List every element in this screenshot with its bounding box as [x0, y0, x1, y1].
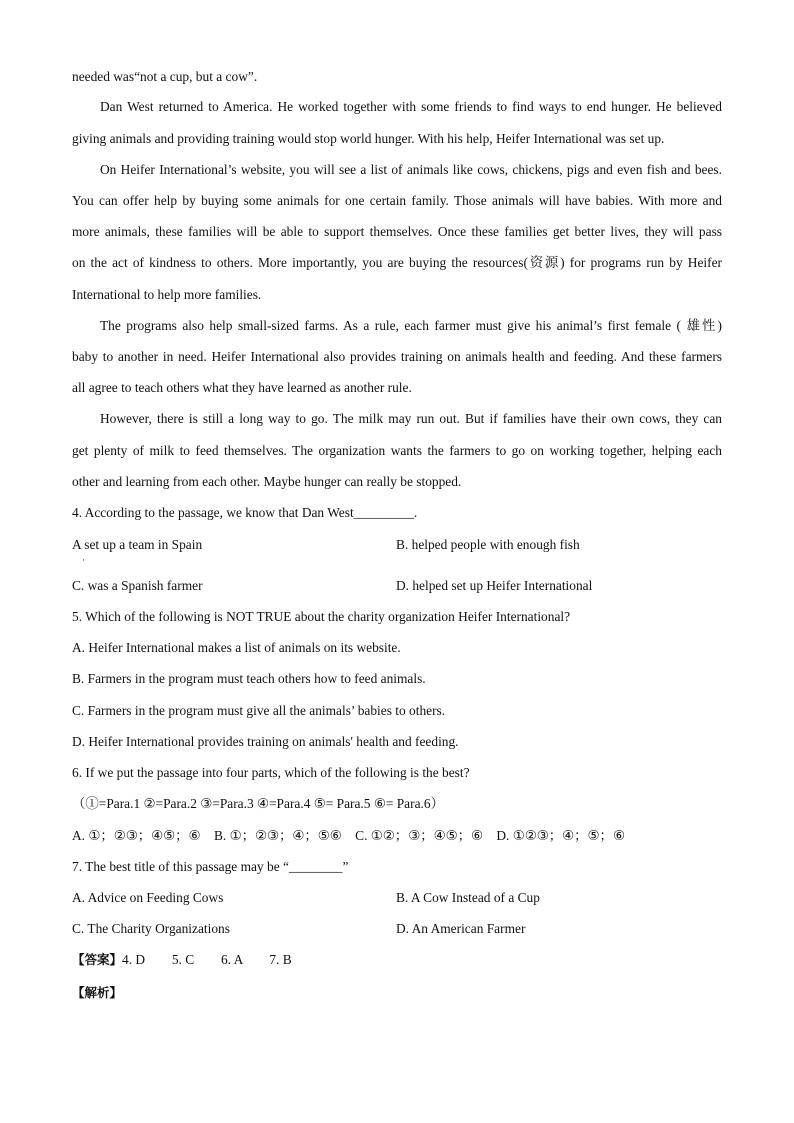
passage-line: get plenty of milk to feed themselves. The organization wants the farmers to go on working together, helping each [72, 443, 722, 458]
answer-line [72, 951, 292, 969]
passage-line: International to help more families. [72, 287, 262, 302]
question-4-option-d: D. helped set up Heifer International [396, 578, 593, 593]
question-4-option-c: C. was a Spanish farmer [72, 578, 203, 593]
question-5-option-c: C. Farmers in the program must give all the animals’ babies to others. [72, 703, 446, 718]
passage-line: needed was“not a cup, but a cow”. [72, 69, 258, 84]
question-5-option-a: A. Heifer International makes a list of animals on its website. [72, 640, 401, 655]
answer-text: 4. D 5. C 6. A 7. B [122, 952, 292, 967]
question-6-options: A. ①；②③；④⑤；⑥ B. ①；②③；④；⑤⑥ C. ①②；③；④⑤；⑥ D. ①②③；④；⑤；⑥ [72, 828, 625, 843]
question-7-option-c: C. The Charity Organizations [72, 921, 230, 936]
question-7-stem: 7. The best title of this passage may be “________” [72, 859, 349, 874]
passage-line: other and learning from each other. Maybe hunger can really be stopped. [72, 474, 462, 489]
analysis-label: 【解析】 [72, 985, 123, 1000]
question-5-option-b: B. Farmers in the program must teach others how to feed animals. [72, 671, 426, 686]
passage-line: The programs also help small-sized farms. As a rule, each farmer must give his animal’s first female ( 雄性) [100, 318, 722, 333]
question-7-option-a: A. Advice on Feeding Cows [72, 890, 224, 905]
passage-line: You can offer help by buying some animals for one certain family. Those animals will have babies. With more and [72, 193, 722, 208]
passage-line: baby to another in need. Heifer International also provides training on animals health and feeding. And these farmers [72, 349, 722, 364]
analysis-line [72, 984, 122, 1002]
question-7-option-b: B. A Cow Instead of a Cup [396, 890, 540, 905]
question-5-stem: 5. Which of the following is NOT TRUE about the charity organization Heifer International? [72, 609, 571, 624]
passage-line: On Heifer International’s website, you will see a list of animals like cows, chickens, pigs and even fish and bees. [100, 162, 722, 177]
question-4-option-a: A set up a team in Spain [72, 537, 203, 552]
passage-line: all agree to teach others what they have learned as another rule. [72, 380, 412, 395]
passage-line: on the act of kindness to others. More importantly, you are buying the resources(资源) for programs run by Heifer [72, 255, 722, 270]
question-4-stem: 4. According to the passage, we know that Dan West_________. [72, 505, 418, 520]
question-6-stem: 6. If we put the passage into four parts, which of the following is the best? [72, 765, 470, 780]
passage-line: more animals, these families will be able to support themselves. Once these families get better lives, they will pass [72, 224, 722, 239]
passage-line: However, there is still a long way to go. The milk may run out. But if families have their own cows, they can [100, 411, 722, 426]
passage-line: giving animals and providing training would stop world hunger. With his help, Heifer International was set up. [72, 131, 665, 146]
question-6-note: （①=Para.1 ②=Para.2 ③=Para.3 ④=Para.4 ⑤= Para.5 ⑥= Para.6） [72, 796, 444, 811]
passage-line: Dan West returned to America. He worked together with some friends to find ways to end hunger. He believed [100, 99, 722, 114]
question-4-option-b: B. helped people with enough fish [396, 537, 580, 552]
question-5-option-d: D. Heifer International provides training on animals' health and feeding. [72, 734, 459, 749]
question-7-option-d: D. An American Farmer [396, 921, 526, 936]
answer-label: 【答案】 [72, 952, 123, 967]
option-a-dot-mark: · [82, 555, 85, 565]
